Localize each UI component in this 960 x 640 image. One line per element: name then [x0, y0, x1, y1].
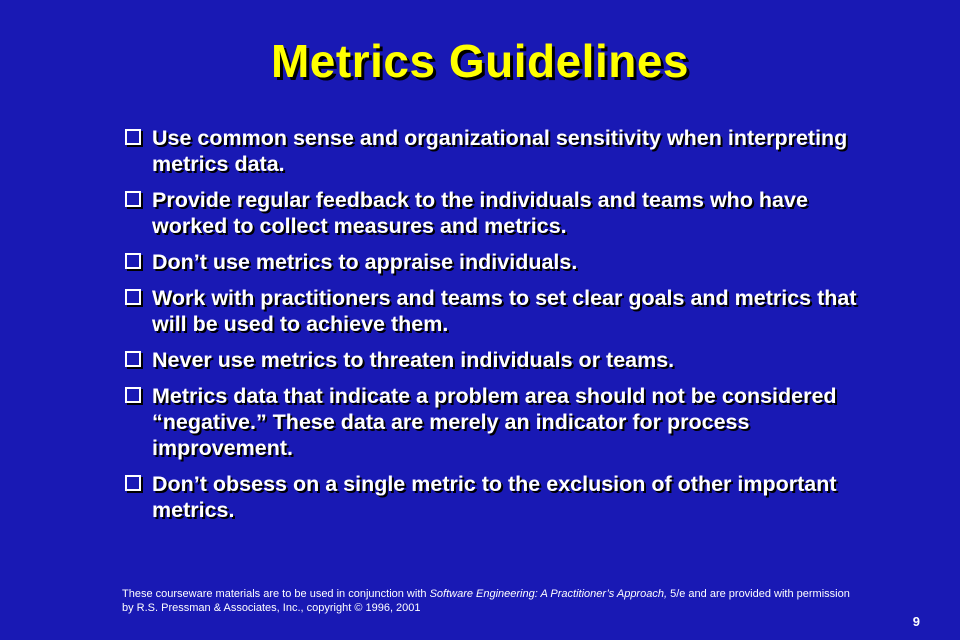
hollow-square-bullet-icon [125, 387, 141, 403]
bullet-text: Metrics data that indicate a problem area should not be considered “negative.” These data are merely an indicator for process improvement. [152, 384, 837, 460]
bullet-item [122, 187, 882, 239]
hollow-square-bullet-icon [125, 253, 141, 269]
footer-suffix: 5/e and are provided with permission by R.S. Pressman & Associates, Inc., copyright © 1996, 2001 [122, 588, 850, 614]
hollow-square-bullet-icon [125, 475, 141, 491]
footer-book-title: Software Engineering: A Practitioner’s Approach, [429, 588, 668, 600]
hollow-square-bullet-icon [125, 191, 141, 207]
bullet-item [122, 471, 882, 523]
hollow-square-bullet-icon [125, 351, 141, 367]
bullet-text: Don’t obsess on a single metric to the exclusion of other important metrics. [152, 472, 837, 522]
bullet-item [122, 249, 882, 275]
footer-prefix: These courseware materials are to be used in conjunction with [122, 588, 430, 600]
hollow-square-bullet-icon [125, 129, 141, 145]
hollow-square-bullet-icon [125, 289, 141, 305]
bullet-text: Work with practitioners and teams to set clear goals and metrics that will be used to achieve them. [152, 286, 857, 336]
slide-title: Metrics Guidelines [270, 35, 689, 87]
bullet-text: Use common sense and organizational sensitivity when interpreting metrics data. [152, 126, 848, 176]
bullet-text: Never use metrics to threaten individuals or teams. [152, 348, 675, 372]
footer-note [122, 587, 862, 615]
bullet-item [122, 383, 882, 461]
bullet-item [122, 285, 882, 337]
bullet-list [122, 125, 882, 533]
bullet-text: Don’t use metrics to appraise individuals. [152, 250, 578, 274]
bullet-item [122, 125, 882, 177]
bullet-item [122, 347, 882, 373]
page-number: 9 [912, 614, 920, 629]
bullet-text: Provide regular feedback to the individuals and teams who have worked to collect measures and metrics. [152, 188, 808, 238]
